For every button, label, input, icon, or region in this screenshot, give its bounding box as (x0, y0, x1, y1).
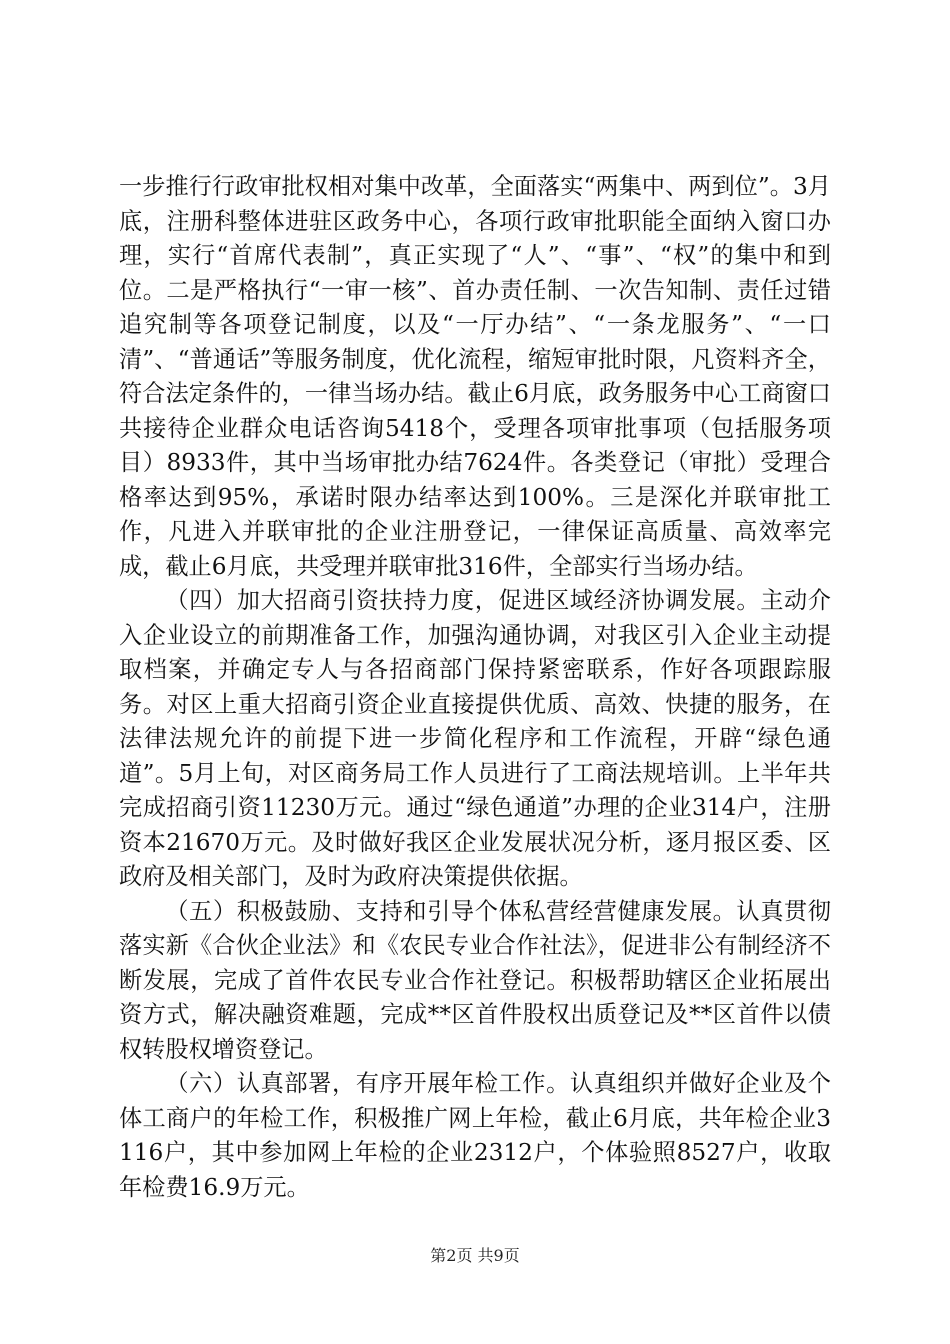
page-footer: 第2页 共9页 (430, 1246, 520, 1265)
paragraph-annual-inspection: （六）认真部署，有序开展年检工作。认真组织并做好企业及个体工商户的年检工作，积极推广网上年检，截止6月底，共年检企业3116户，其中参加网上年检的企业2312户，个体验照8527户，收取年检费16.9万元。 (119, 1070, 831, 1201)
document-body (119, 170, 831, 1205)
paragraph-investment-support: （四）加大招商引资扶持力度，促进区域经济协调发展。主动介入企业设立的前期准备工作，加强沟通协调，对我区引入企业主动提取档案，并确定专人与各招商部门保持紧密联系，作好各项跟踪服务。对区上重大招商引资企业直接提供优质、高效、快捷的服务，在法律法规允许的前提下进一步简化程序和工作流程，开辟“绿色通道”。5月上旬，对区商务局工作人员进行了工商法规培训。上半年共完成招商引资11230万元。通过“绿色通道”办理的企业314户，注册资本21670万元。及时做好我区企业发展状况分析，逐月报区委、区政府及相关部门，及时为政府决策提供依据。 (119, 587, 831, 890)
paragraph-private-economy: （五）积极鼓励、支持和引导个体私营经营健康发展。认真贯彻落实新《合伙企业法》和《农民专业合作社法》，促进非公有制经济不断发展，完成了首件农民专业合作社登记。积极帮助辖区企业拓展出资方式，解决融资难题，完成**区首件股权出质登记及**区首件以债权转股权增资登记。 (119, 897, 831, 1063)
paragraph-approval-reform: 一步推行行政审批权相对集中改革，全面落实“两集中、两到位”。3月底，注册科整体进驻区政务中心，各项行政审批职能全面纳入窗口办理，实行“首席代表制”，真正实现了“人”、“事”、“权”的集中和到位。二是严格执行“一审一核”、首办责任制、一次告知制、责任过错追究制等各项登记制度，以及“一厅办结”、“一条龙服务”、“一口清”、“普通话”等服务制度，优化流程，缩短审批时限，凡资料齐全，符合法定条件的，一律当场办结。截止6月底，政务服务中心工商窗口共接待企业群众电话咨询5418个，受理各项审批事项（包括服务项目）8933件，其中当场审批办结7624件。各类登记（审批）受理合格率达到95%，承诺时限办结率达到100%。三是深化并联审批工作，凡进入并联审批的企业注册登记，一律保证高质量、高效率完成，截止6月底，共受理并联审批316件，全部实行当场办结。 (119, 173, 831, 580)
